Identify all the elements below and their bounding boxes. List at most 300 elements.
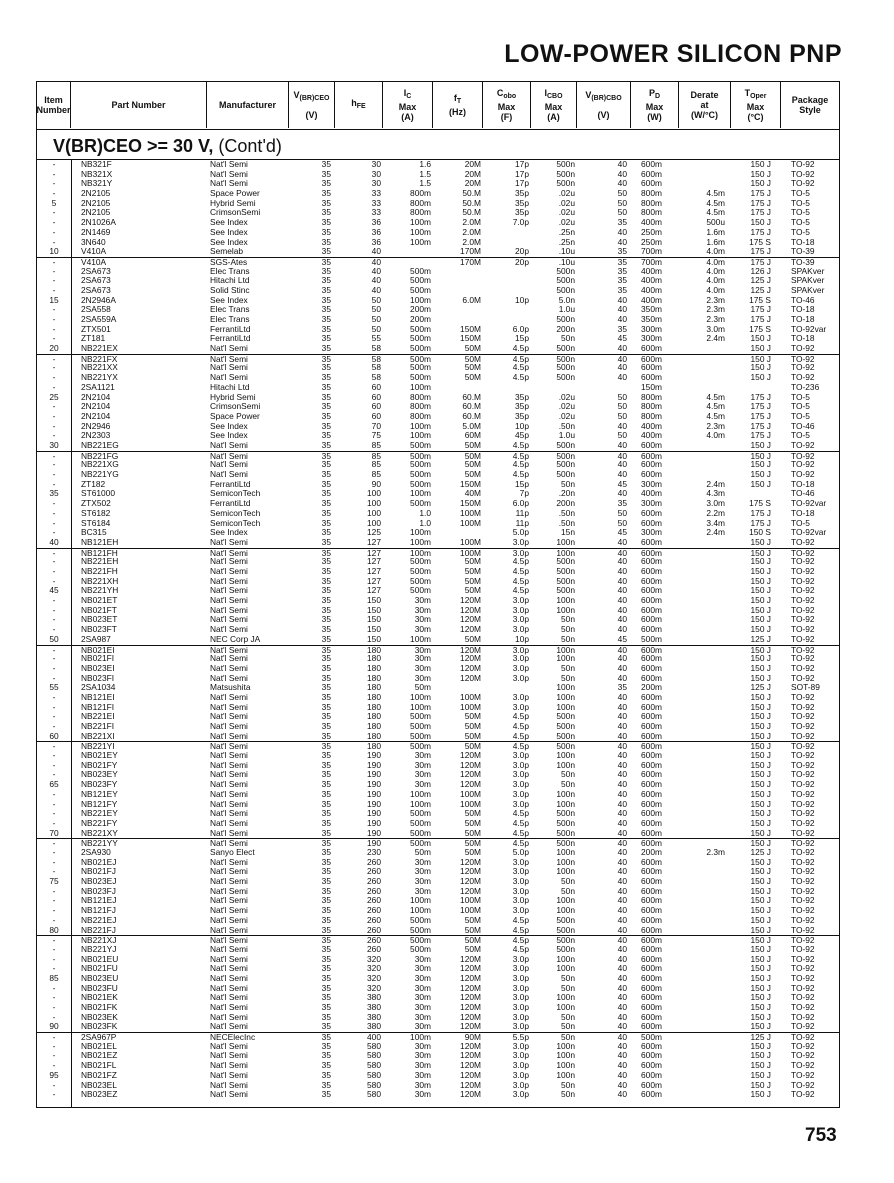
cell-hfe: 580 — [367, 1079, 381, 1090]
cell-part-number: NB221YY — [81, 838, 118, 849]
table-row — [37, 160, 839, 170]
cell-vbrcbo: 40 — [617, 741, 627, 752]
cell-icbo-max: 100n — [556, 963, 575, 974]
cell-toper-max: 175 J — [750, 507, 771, 518]
cell-vbrcbo: 40 — [617, 982, 627, 993]
table-row — [37, 528, 839, 538]
cell-manufacturer: Space Power — [210, 188, 260, 199]
cell-pd-max: 350m — [641, 314, 662, 325]
cell-vbrcbo: 40 — [617, 604, 627, 615]
cell-icbo-max: 500n — [556, 730, 575, 741]
cell-pd-max: 600m — [641, 459, 662, 470]
cell-icbo-max: 50n — [561, 1021, 575, 1032]
cell-item-number: - — [52, 759, 56, 770]
cell-vbrceo: 35 — [321, 1011, 331, 1022]
cell-pd-max: 600m — [641, 1089, 662, 1100]
cell-pd-max: 600m — [641, 721, 662, 732]
cell-vbrcbo: 40 — [617, 168, 627, 179]
table-row — [37, 247, 839, 257]
cell-toper-max: 150 J — [750, 1060, 771, 1071]
cell-package-style: TO-92 — [791, 1089, 815, 1100]
cell-ft: 2.0M — [462, 236, 481, 247]
cell-hfe: 70 — [371, 420, 381, 431]
cell-icbo-max: .02u — [558, 188, 575, 199]
cell-part-number: NB021FT — [81, 604, 117, 615]
cell-toper-max: 150 J — [750, 595, 771, 606]
header-ic-unit: (A) — [401, 112, 414, 122]
cell-part-number: 2N2946 — [81, 420, 111, 431]
cell-toper-max: 150 J — [750, 750, 771, 761]
cell-pd-max: 400m — [641, 294, 662, 305]
cell-part-number: NB021EK — [81, 992, 118, 1003]
cell-pd-max: 400m — [641, 420, 662, 431]
cell-ic-max: 500m — [410, 817, 431, 828]
cell-pd-max: 300m — [641, 323, 662, 334]
cell-vbrcbo: 40 — [617, 721, 627, 732]
table-row — [37, 887, 839, 897]
cell-vbrceo: 35 — [321, 914, 331, 925]
cell-item-number: - — [52, 624, 56, 635]
cell-item-number: 15 — [49, 294, 59, 305]
cell-vbrceo: 35 — [321, 779, 331, 790]
cell-derate: 4.5m — [706, 401, 725, 412]
cell-part-number: NB221XG — [81, 459, 119, 470]
cell-ic-max: 500m — [410, 450, 431, 461]
cell-cobo-max: 4.5p — [512, 914, 529, 925]
cell-cobo-max: 35p — [515, 197, 529, 208]
cell-cobo-max: 6.0p — [512, 323, 529, 334]
cell-pd-max: 600m — [641, 178, 662, 189]
cell-package-style: TO-5 — [791, 517, 810, 528]
cell-hfe: 30 — [371, 159, 381, 169]
cell-icbo-max: 50n — [561, 876, 575, 887]
cell-vbrcbo: 40 — [617, 304, 627, 315]
cell-pd-max: 400m — [641, 284, 662, 295]
cell-package-style: TO-92 — [791, 769, 815, 780]
cell-ic-max: 100m — [410, 236, 431, 247]
cell-hfe: 100 — [367, 517, 381, 528]
cell-item-number: - — [52, 1050, 56, 1061]
cell-part-number: ZT181 — [81, 333, 106, 344]
cell-manufacturer: Nat'l Semi — [210, 362, 248, 373]
cell-ft: 50M — [464, 838, 481, 849]
cell-vbrceo: 35 — [321, 323, 331, 334]
cell-item-number: - — [52, 856, 56, 867]
cell-item-number: - — [52, 644, 56, 655]
cell-ft: 120M — [460, 1089, 481, 1100]
cell-icbo-max: 500n — [556, 284, 575, 295]
cell-pd-max: 600m — [641, 963, 662, 974]
cell-icbo-max: 500n — [556, 575, 575, 586]
cell-toper-max: 150 J — [750, 624, 771, 635]
cell-ft: 50M — [464, 362, 481, 373]
cell-vbrcbo: 40 — [617, 294, 627, 305]
cell-pd-max: 600m — [641, 741, 662, 752]
cell-part-number: NB221YH — [81, 585, 119, 596]
cell-part-number: NB121EJ — [81, 895, 117, 906]
header-package — [781, 82, 839, 128]
cell-derate: 4.0m — [706, 256, 725, 267]
cell-package-style: TO-5 — [791, 188, 810, 199]
cell-ft: 100M — [460, 517, 481, 528]
cell-toper-max: 150 J — [750, 565, 771, 576]
cell-vbrcbo: 50 — [617, 401, 627, 412]
cell-package-style: TO-92 — [791, 459, 815, 470]
cell-item-number: - — [52, 275, 56, 286]
cell-icbo-max: 500n — [556, 585, 575, 596]
cell-manufacturer: Nat'l Semi — [210, 178, 248, 189]
cell-hfe: 150 — [367, 614, 381, 625]
cell-ic-max: 30m — [414, 759, 431, 770]
cell-pd-max: 300m — [641, 498, 662, 509]
cell-hfe: 50 — [371, 294, 381, 305]
header-vcbo-main: V — [585, 90, 592, 100]
cell-item-number: - — [52, 817, 56, 828]
cell-vbrceo: 35 — [321, 935, 331, 946]
cell-derate: 2.4m — [706, 478, 725, 489]
cell-icbo-max: 100n — [556, 953, 575, 964]
cell-toper-max: 150 J — [750, 440, 771, 450]
cell-vbrceo: 35 — [321, 672, 331, 683]
cell-cobo-max: 35p — [515, 401, 529, 412]
cell-vbrcbo: 40 — [617, 759, 627, 770]
cell-pd-max: 600m — [641, 624, 662, 635]
cell-cobo-max: 4.5p — [512, 372, 529, 383]
cell-toper-max: 150 J — [750, 963, 771, 974]
cell-item-number: - — [52, 333, 56, 344]
cell-toper-max: 150 J — [750, 653, 771, 664]
cell-package-style: TO-92 — [791, 168, 815, 179]
cell-toper-max: 150 J — [750, 788, 771, 799]
cell-package-style: TO-5 — [791, 391, 810, 402]
cell-manufacturer: SemiconTech — [210, 488, 261, 499]
cell-item-number: - — [52, 838, 56, 849]
header-item-line1: Item — [44, 95, 63, 105]
cell-vbrcbo: 35 — [617, 323, 627, 334]
cell-hfe: 580 — [367, 1060, 381, 1071]
cell-vbrceo: 35 — [321, 992, 331, 1003]
cell-hfe: 58 — [371, 343, 381, 354]
cell-cobo-max: 15p — [515, 333, 529, 344]
cell-toper-max: 175 S — [749, 236, 771, 247]
cell-cobo-max: 5.0p — [512, 846, 529, 857]
cell-icbo-max: 500n — [556, 168, 575, 179]
cell-vbrcbo: 40 — [617, 691, 627, 702]
cell-manufacturer: NEC Corp JA — [210, 633, 261, 644]
cell-vbrcbo: 40 — [617, 653, 627, 664]
cell-vbrcbo: 35 — [617, 256, 627, 267]
cell-ft: 120M — [460, 595, 481, 606]
cell-vbrceo: 35 — [321, 759, 331, 770]
cell-part-number: NB221FJ — [81, 924, 116, 935]
table-row — [37, 635, 839, 645]
cell-manufacturer: Nat'l Semi — [210, 1002, 248, 1013]
cell-cobo-max: 4.5p — [512, 721, 529, 732]
cell-cobo-max: 7.0p — [512, 217, 529, 228]
cell-ft: 50M — [464, 450, 481, 461]
cell-vbrcbo: 40 — [617, 1079, 627, 1090]
cell-vbrcbo: 40 — [617, 662, 627, 673]
cell-toper-max: 150 J — [750, 914, 771, 925]
cell-derate: 2.3m — [706, 314, 725, 325]
table-row — [37, 674, 839, 684]
header-mfr-label: Manufacturer — [218, 100, 276, 110]
cell-vbrceo: 35 — [321, 381, 331, 392]
cell-derate: 2.4m — [706, 527, 725, 538]
cell-pd-max: 250m — [641, 236, 662, 247]
cell-item-number: - — [52, 595, 56, 606]
table-row — [37, 654, 839, 664]
cell-vbrceo: 35 — [321, 265, 331, 276]
cell-package-style: TO-92 — [791, 876, 815, 887]
cell-vbrceo: 35 — [321, 575, 331, 586]
cell-toper-max: 175 S — [749, 294, 771, 305]
cell-ft: 90M — [464, 1032, 481, 1043]
cell-pd-max: 600m — [641, 895, 662, 906]
cell-derate: 4.5m — [706, 410, 725, 421]
table-row — [37, 1071, 839, 1081]
cell-package-style: TO-92 — [791, 721, 815, 732]
cell-ic-max: 500m — [410, 362, 431, 373]
cell-pd-max: 600m — [641, 788, 662, 799]
cell-package-style: TO-92 — [791, 1069, 815, 1080]
cell-item-number: - — [52, 1002, 56, 1013]
table-row — [37, 170, 839, 180]
cell-vbrceo: 35 — [321, 1060, 331, 1071]
cell-cobo-max: 4.5p — [512, 353, 529, 364]
cell-ic-max: 100m — [410, 547, 431, 558]
cell-icbo-max: 100n — [556, 1069, 575, 1080]
cell-part-number: V410A — [81, 256, 107, 267]
cell-manufacturer: Nat'l Semi — [210, 159, 248, 169]
cell-ft: 20M — [464, 168, 481, 179]
cell-icbo-max: 100n — [556, 992, 575, 1003]
cell-ic-max: 1.5 — [419, 178, 431, 189]
cell-package-style: TO-92 — [791, 372, 815, 383]
cell-derate: 4.0m — [706, 275, 725, 286]
header-derate-line2: at — [700, 100, 709, 110]
cell-icbo-max: .02u — [558, 197, 575, 208]
cell-manufacturer: Nat'l Semi — [210, 1040, 248, 1051]
cell-pd-max: 600m — [641, 701, 662, 712]
cell-ic-max: 200m — [410, 304, 431, 315]
cell-vbrceo: 35 — [321, 547, 331, 558]
header-icbo-unit: (A) — [547, 112, 560, 122]
cell-hfe: 190 — [367, 759, 381, 770]
cell-icbo-max: 500n — [556, 924, 575, 935]
cell-cobo-max: 3.0p — [512, 963, 529, 974]
cell-part-number: 2SA673 — [81, 284, 111, 295]
cell-icbo-max: 50n — [561, 662, 575, 673]
cell-hfe: 180 — [367, 662, 381, 673]
cell-hfe: 60 — [371, 381, 381, 392]
cell-part-number: NB221XX — [81, 362, 118, 373]
table-row — [37, 790, 839, 800]
cell-manufacturer: Space Power — [210, 410, 260, 421]
cell-pd-max: 350m — [641, 304, 662, 315]
header-pd-main: P — [648, 88, 655, 98]
header-ft-unit: (Hz) — [449, 107, 466, 117]
cell-icbo-max: 50n — [561, 1032, 575, 1043]
cell-item-number: 70 — [49, 827, 59, 838]
cell-icbo-max: 500n — [556, 808, 575, 819]
cell-vbrcbo: 40 — [617, 450, 627, 461]
cell-part-number: NB021FU — [81, 963, 118, 974]
cell-toper-max: 150 J — [750, 808, 771, 819]
cell-package-style: TO-92 — [791, 536, 815, 547]
cell-hfe: 180 — [367, 653, 381, 664]
cell-vbrcbo: 40 — [617, 817, 627, 828]
cell-cobo-max: 3.0p — [512, 866, 529, 877]
cell-item-number: - — [52, 808, 56, 819]
cell-toper-max: 175 J — [750, 420, 771, 431]
cell-toper-max: 175 J — [750, 430, 771, 441]
cell-cobo-max: 5.0p — [512, 527, 529, 538]
cell-package-style: TO-92 — [791, 159, 815, 169]
cell-toper-max: 150 J — [750, 759, 771, 770]
cell-manufacturer: Nat'l Semi — [210, 838, 248, 849]
cell-part-number: NB221FG — [81, 450, 119, 461]
cell-hfe: 150 — [367, 604, 381, 615]
cell-part-number: NB221YX — [81, 372, 118, 383]
cell-cobo-max: 3.0p — [512, 604, 529, 615]
cell-ic-max: 30m — [414, 1089, 431, 1100]
cell-derate: 4.0m — [706, 284, 725, 295]
cell-package-style: TO-92 — [791, 343, 815, 354]
cell-vbrceo: 35 — [321, 691, 331, 702]
cell-cobo-max: 10p — [515, 420, 529, 431]
cell-icbo-max: .20n — [558, 488, 575, 499]
cell-derate: 2.4m — [706, 333, 725, 344]
cell-icbo-max: 5.0n — [558, 294, 575, 305]
cell-item-number: - — [52, 381, 56, 392]
cell-part-number: NB023EJ — [81, 876, 117, 887]
cell-icbo-max: 500n — [556, 362, 575, 373]
cell-vbrceo: 35 — [321, 769, 331, 780]
header-vceo-main: V — [293, 90, 300, 100]
cell-hfe: 190 — [367, 827, 381, 838]
cell-ic-max: 500m — [410, 478, 431, 489]
cell-vbrceo: 35 — [321, 168, 331, 179]
cell-vbrceo: 35 — [321, 410, 331, 421]
cell-icbo-max: 100n — [556, 1002, 575, 1013]
cell-item-number: - — [52, 256, 56, 267]
cell-vbrcbo: 40 — [617, 343, 627, 354]
cell-manufacturer: Nat'l Semi — [210, 953, 248, 964]
cell-manufacturer: Nat'l Semi — [210, 1050, 248, 1061]
cell-ft: 60.M — [462, 401, 481, 412]
cell-pd-max: 600m — [641, 982, 662, 993]
cell-toper-max: 150 J — [750, 644, 771, 655]
cell-vbrcbo: 40 — [617, 779, 627, 790]
cell-vbrcbo: 40 — [617, 905, 627, 916]
cell-manufacturer: Nat'l Semi — [210, 798, 248, 809]
cell-icbo-max: .02u — [558, 410, 575, 421]
cell-hfe: 180 — [367, 741, 381, 752]
cell-hfe: 320 — [367, 972, 381, 983]
cell-vbrceo: 35 — [321, 1079, 331, 1090]
header-cobo-sub: obo — [503, 93, 517, 100]
cell-cobo-max: 3.0p — [512, 672, 529, 683]
cell-package-style: TO-92 — [791, 750, 815, 761]
cell-toper-max: 150 J — [750, 1089, 771, 1100]
cell-ic-max: 30m — [414, 769, 431, 780]
cell-item-number: - — [52, 478, 56, 489]
cell-manufacturer: Nat'l Semi — [210, 769, 248, 780]
table-row — [37, 1081, 839, 1091]
cell-hfe: 190 — [367, 798, 381, 809]
cell-ic-max: 30m — [414, 779, 431, 790]
cell-pd-max: 600m — [641, 817, 662, 828]
cell-icbo-max: 50n — [561, 885, 575, 896]
cell-manufacturer: See Index — [210, 217, 248, 228]
cell-toper-max: 150 J — [750, 730, 771, 741]
cell-hfe: 230 — [367, 846, 381, 857]
cell-pd-max: 600m — [641, 914, 662, 925]
cell-part-number: NB221EI — [81, 711, 115, 722]
cell-vbrcbo: 50 — [617, 430, 627, 441]
cell-ic-max: 500m — [410, 440, 431, 450]
cell-item-number: - — [52, 846, 56, 857]
cell-ft: 100M — [460, 895, 481, 906]
table-row — [37, 606, 839, 616]
cell-part-number: NB023FJ — [81, 885, 116, 896]
cell-vbrceo: 35 — [321, 226, 331, 237]
cell-ft: 150M — [460, 333, 481, 344]
cell-vbrceo: 35 — [321, 343, 331, 354]
table-row — [37, 993, 839, 1003]
cell-vbrcbo: 40 — [617, 595, 627, 606]
cell-item-number: - — [52, 914, 56, 925]
cell-pd-max: 600m — [641, 935, 662, 946]
cell-toper-max: 150 J — [750, 159, 771, 169]
cell-toper-max: 150 J — [750, 1050, 771, 1061]
cell-item-number: - — [52, 711, 56, 722]
cell-vbrceo: 35 — [321, 217, 331, 228]
cell-manufacturer: Nat'l Semi — [210, 1011, 248, 1022]
cell-derate: 1.6m — [706, 226, 725, 237]
cell-icbo-max: 500n — [556, 440, 575, 450]
cell-hfe: 58 — [371, 353, 381, 364]
cell-item-number: - — [52, 265, 56, 276]
cell-hfe: 36 — [371, 217, 381, 228]
cell-pd-max: 600m — [641, 885, 662, 896]
cell-vbrcbo: 50 — [617, 517, 627, 528]
cell-pd-max: 600m — [641, 730, 662, 741]
cell-part-number: 2SA673 — [81, 275, 111, 286]
cell-cobo-max: 3.0p — [512, 953, 529, 964]
cell-icbo-max: 100n — [556, 604, 575, 615]
cell-part-number: 2N2946A — [81, 294, 116, 305]
cell-vbrceo: 35 — [321, 953, 331, 964]
cell-ic-max: 30m — [414, 963, 431, 974]
cell-manufacturer: Nat'l Semi — [210, 536, 248, 547]
cell-pd-max: 400m — [641, 430, 662, 441]
cell-ic-max: 30m — [414, 953, 431, 964]
cell-package-style: TO-92 — [791, 963, 815, 974]
cell-package-style: TO-92 — [791, 672, 815, 683]
table-row — [37, 1022, 839, 1032]
table-row — [37, 615, 839, 625]
cell-manufacturer: Nat'l Semi — [210, 924, 248, 935]
cell-toper-max: 175 J — [750, 188, 771, 199]
header-hfe-main: h — [351, 98, 357, 108]
cell-part-number: NB021EI — [81, 644, 115, 655]
cell-cobo-max: 3.0p — [512, 779, 529, 790]
cell-toper-max: 150 J — [750, 691, 771, 702]
cell-package-style: TO-92 — [791, 691, 815, 702]
cell-item-number: - — [52, 982, 56, 993]
